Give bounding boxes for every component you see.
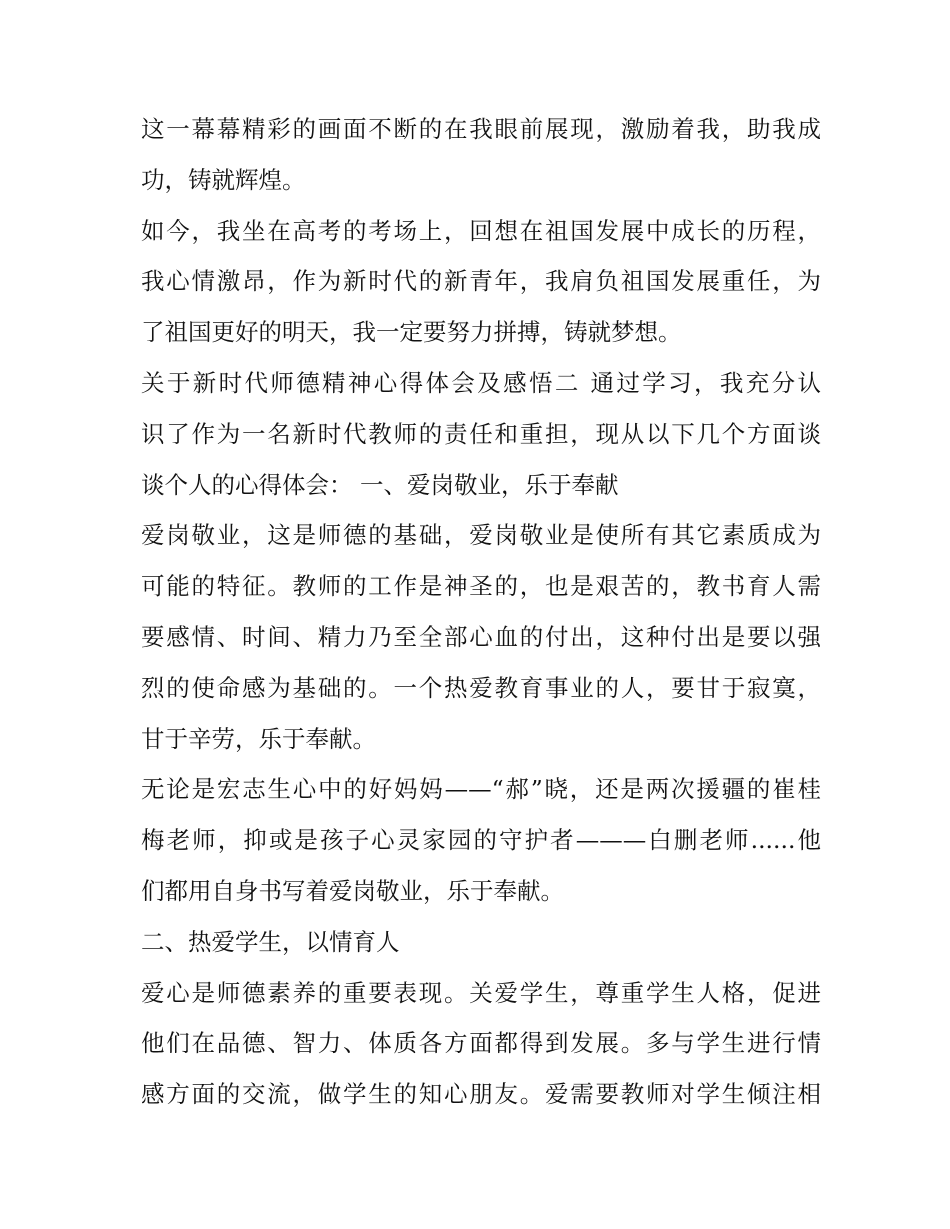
text-line: 无论是宏志生心中的好妈妈——“郝”晓，还是两次援疆的崔桂 (141, 775, 821, 804)
text-line: 要感情、时间、精力乃至全部心血的付出，这种付出是要以强 (141, 622, 821, 651)
text-line: 烈的使命感为基础的。一个热爱教育事业的人，要甘于寂寞， (141, 673, 821, 702)
text-line: 关于新时代师德精神心得体会及感悟二 通过学习，我充分认 (141, 368, 821, 397)
text-line: 功，铸就辉煌。 (141, 165, 306, 194)
text-line: 爱心是师德素养的重要表现。关爱学生，尊重学生人格，促进 (141, 978, 821, 1007)
text-line: 可能的特征。教师的工作是神圣的，也是艰苦的，教书育人需 (141, 572, 821, 601)
text-line: 们都用自身书写着爱岗敬业，乐于奉献。 (141, 876, 564, 905)
text-line: 二、热爱学生，以情育人 (141, 927, 400, 956)
document-body (141, 104, 821, 1120)
text-line: 了祖国更好的明天，我一定要努力拼搏，铸就梦想。 (141, 318, 682, 347)
text-line: 谈个人的心得体会： 一、爱岗敬业，乐于奉献 (141, 470, 619, 499)
text-line: 这一幕幕精彩的画面不断的在我眼前展现，激励着我，助我成 (141, 115, 821, 143)
text-line: 梅老师，抑或是孩子心灵家园的守护者———白删老师......他 (141, 826, 821, 855)
text-line: 爱岗敬业，这是师德的基础，爱岗敬业是使所有其它素质成为 (141, 521, 821, 550)
text-line: 感方面的交流，做学生的知心朋友。爱需要教师对学生倾注相 (141, 1080, 821, 1109)
text-line: 我心情激昂，作为新时代的新青年，我肩负祖国发展重任，为 (141, 267, 821, 296)
text-line: 甘于辛劳，乐于奉献。 (141, 724, 376, 753)
text-line: 他们在品德、智力、体质各方面都得到发展。多与学生进行情 (141, 1029, 821, 1058)
text-line: 如今，我坐在高考的考场上，回想在祖国发展中成长的历程， (141, 216, 821, 245)
text-line: 识了作为一名新时代教师的责任和重担，现从以下几个方面谈 (141, 419, 821, 448)
